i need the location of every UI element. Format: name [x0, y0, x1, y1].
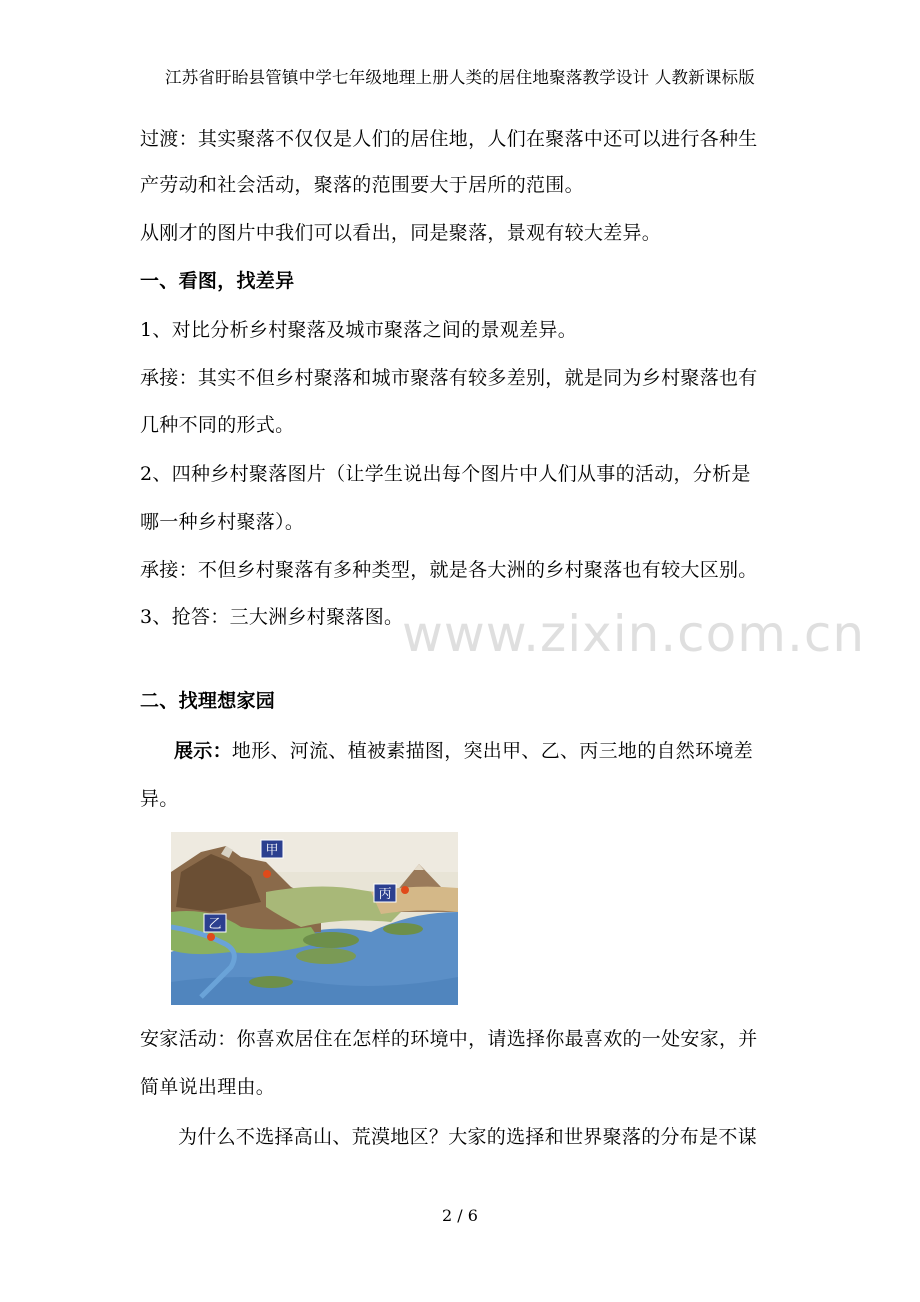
paragraph-line: 1、对比分析乡村聚落及城市聚落之间的景观差异。 [140, 319, 577, 341]
paragraph-line: 2、四种乡村聚落图片（让学生说出每个图片中人们从事的活动，分析是 [140, 463, 751, 485]
section-heading: 二、找理想家园 [140, 690, 276, 712]
paragraph-line: 过渡：其实聚落不仅仅是人们的居住地，人们在聚落中还可以进行各种生 [140, 128, 758, 150]
paragraph-line: 几种不同的形式。 [140, 414, 295, 436]
paragraph-line: 承接：不但乡村聚落有多种类型，就是各大洲的乡村聚落也有较大区别。 [140, 559, 758, 581]
paragraph-line: 异。 [140, 788, 179, 810]
label-bold: 展示： [174, 740, 232, 762]
document-header: 江苏省盱眙县管镇中学七年级地理上册人类的居住地聚落教学设计 人教新课标版 [165, 68, 755, 87]
paragraph-text: 地形、河流、植被素描图，突出甲、乙、丙三地的自然环境差 [231, 740, 754, 762]
paragraph-line: 哪一种乡村聚落）。 [140, 511, 305, 533]
paragraph-line: 为什么不选择高山、荒漠地区？大家的选择和世界聚落的分布是不谋 [178, 1126, 758, 1148]
paragraph-line [174, 742, 824, 761]
paragraph-line: 承接：其实不但乡村聚落和城市聚落有较多差别，就是同为乡村聚落也有 [140, 367, 758, 389]
label-bing: 丙 [378, 887, 392, 902]
paragraph-line: 3、抢答：三大洲乡村聚落图。 [140, 606, 404, 628]
label-jia: 甲 [265, 843, 279, 858]
terrain-sketch-figure [171, 832, 458, 1005]
watermark: www.zixin.com.cn [402, 605, 866, 663]
paragraph-line: 产劳动和社会活动，聚落的范围要大于居所的范围。 [140, 174, 584, 196]
paragraph-line: 安家活动：你喜欢居住在怎样的环境中，请选择你最喜欢的一处安家，并 [140, 1028, 758, 1050]
page-number: 2 / 6 [442, 1206, 478, 1225]
label-yi: 乙 [208, 917, 222, 932]
section-heading: 一、看图，找差异 [140, 270, 295, 292]
terrain-sketch-illustration [171, 832, 458, 1005]
paragraph-line: 简单说出理由。 [140, 1076, 276, 1098]
paragraph-line: 从刚才的图片中我们可以看出，同是聚落，景观有较大差异。 [140, 222, 662, 244]
